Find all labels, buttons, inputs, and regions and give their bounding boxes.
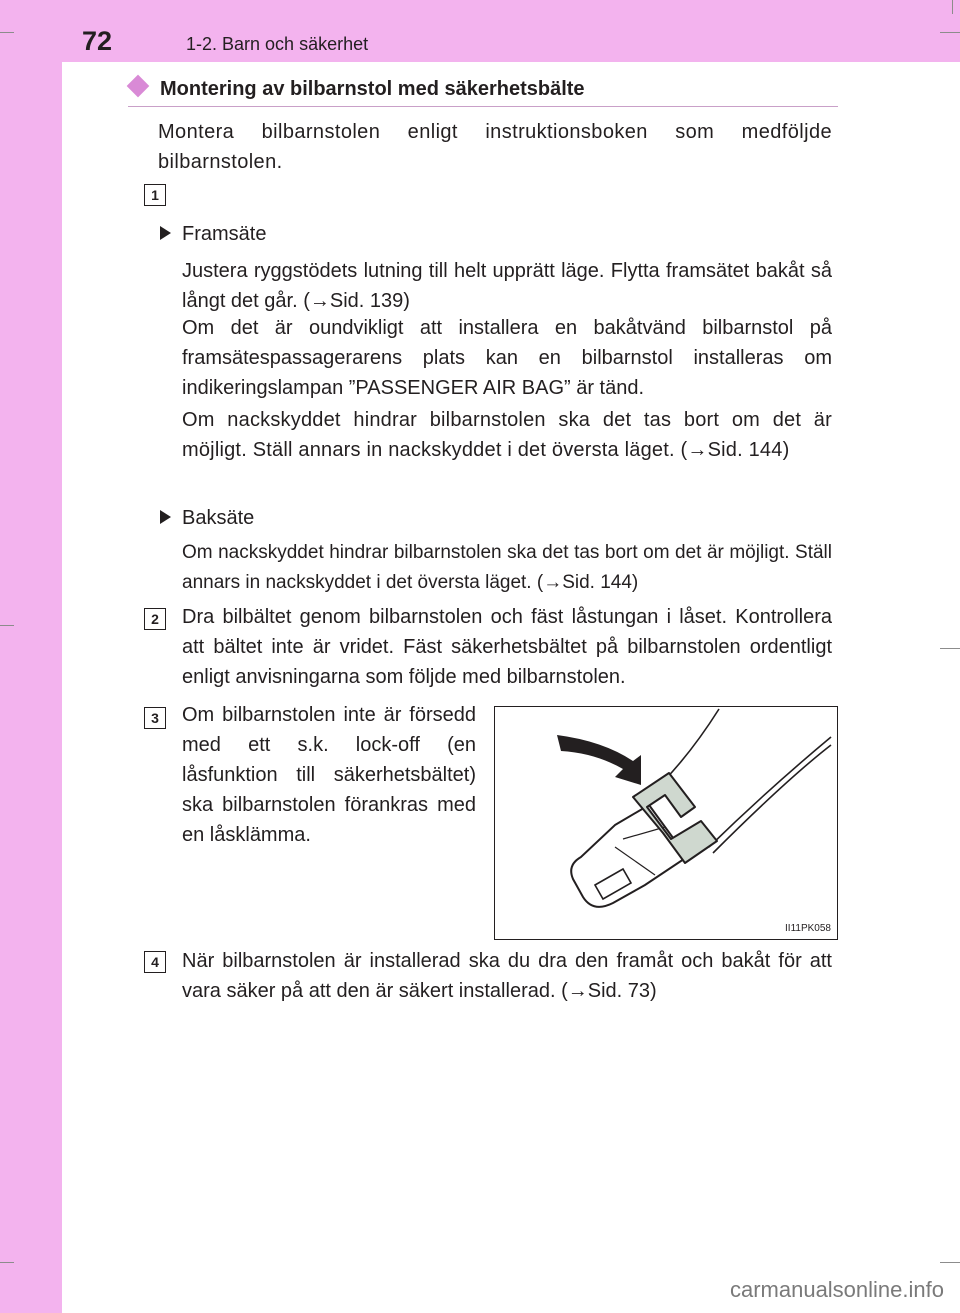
step-3-text: Om bilbarnstolen inte är försedd med ett s.k. lock-off (en låsfunktion till säkerhetsbältet) ska bilbarnstolen förankras med en låsklämma. <box>182 704 476 846</box>
step-2-text: Dra bilbältet genom bilbarnstolen och fäst låstungan i låset. Kontrollera att bältet inte är vridet. Fäst säkerhetsbältet på bilbarnstolen ordentligt enligt anvisningarna som följde med bilbarnstolen. <box>182 606 832 688</box>
trim-mark <box>952 0 953 14</box>
figure-code: II11PK058 <box>785 923 831 934</box>
framsate-paragraph-2: Om det är oundvikligt att installera en bakåtvänd bilbarnstol på framsätespassagerarens plats kan en bilbarnstol installeras om indikeringslampan ”PASSENGER AIR BAG” är tänd. <box>182 317 832 399</box>
watermark-text: carmanualsonline.info <box>729 1277 944 1302</box>
section-intro: Montera bilbarnstolen enligt instruktionsboken som medföljde bilbarnstolen. <box>158 121 832 173</box>
sidebar-band <box>0 0 62 1313</box>
step-4-text: När bilbarnstolen är installerad ska du dra den framåt och bakåt för att vara säker på att den är säkert installerad. (→Sid. 73) <box>182 950 832 1002</box>
subsection-title-framsate: Framsäte <box>182 223 267 245</box>
triangle-bullet-icon <box>160 226 171 240</box>
step-number-badge: 1 <box>144 184 166 206</box>
step-number-badge: 3 <box>144 707 166 729</box>
triangle-bullet-icon <box>160 510 171 524</box>
trim-mark <box>0 1262 14 1263</box>
section-heading <box>128 74 838 107</box>
section-title: Montering av bilbarnstol med säkerhetsbälte <box>160 78 585 100</box>
seatbelt-locking-clip-icon <box>495 707 835 937</box>
step-number-badge: 4 <box>144 951 166 973</box>
diamond-icon <box>127 75 150 98</box>
trim-mark <box>940 32 960 33</box>
trim-mark <box>940 1262 960 1263</box>
trim-mark <box>940 648 960 649</box>
framsate-paragraph-3: Om nackskyddet hindrar bilbarnstolen ska det tas bort om det är möjligt. Ställ annars in nackskyddet i det översta läget. (→Sid. 144) <box>182 409 832 461</box>
trim-mark <box>0 32 14 33</box>
baksate-paragraph: Om nackskyddet hindrar bilbarnstolen ska det tas bort om det är möjligt. Ställ annars in nackskyddet i det översta läget. (→Sid. 144) <box>182 542 832 593</box>
page-number: 72 <box>82 26 113 56</box>
framsate-paragraph-1: Justera ryggstödets lutning till helt upprätt läge. Flytta framsätet bakåt så långt det går. (→Sid. 139) <box>182 260 832 312</box>
step-number-badge: 2 <box>144 608 166 630</box>
figure-locking-clip <box>494 706 838 940</box>
chapter-title: 1-2. Barn och säkerhet <box>186 34 369 54</box>
subsection-title-baksate: Baksäte <box>182 507 255 529</box>
trim-mark <box>0 625 14 626</box>
